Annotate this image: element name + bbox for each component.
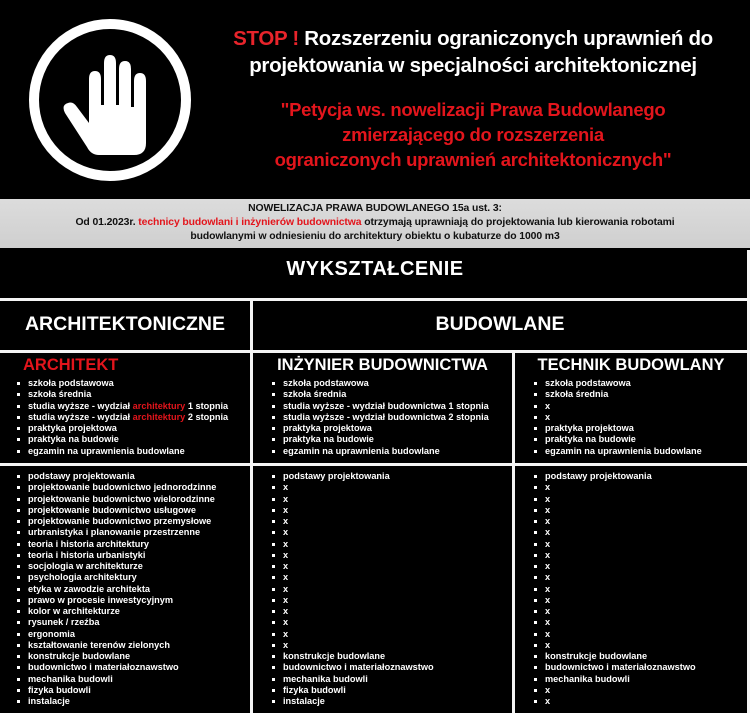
list-item: szkoła podstawowa	[270, 378, 489, 389]
list-item: podstawy projektowania	[532, 471, 696, 482]
list-item: studia wyższe - wydział budownictwa 1 stopnia	[270, 401, 489, 412]
list-item: egzamin na uprawnienia budowlane	[532, 446, 702, 457]
list-item: projektowanie budownictwo jednorodzinne	[15, 482, 216, 493]
list-item: x	[532, 595, 696, 606]
list-item: praktyka na budowie	[532, 434, 702, 445]
list-item: x	[532, 572, 696, 583]
list-item: rysunek / rzeźba	[15, 617, 216, 628]
list-item: x	[532, 640, 696, 651]
list-item: konstrukcje budowlane	[270, 651, 434, 662]
list-item: socjologia w architekturze	[15, 561, 216, 572]
list-item: x	[532, 629, 696, 640]
list-item: x	[270, 505, 434, 516]
list-item: szkoła średnia	[532, 389, 702, 400]
list-item: ergonomia	[15, 629, 216, 640]
list-item: projektowanie budownictwo wielorodzinne	[15, 494, 216, 505]
banner-date: Od 01.2023r.	[75, 217, 139, 228]
list-item: kolor w architekturze	[15, 606, 216, 617]
list-item: x	[532, 584, 696, 595]
list-item: x	[532, 617, 696, 628]
list-item: podstawy projektowania	[270, 471, 434, 482]
list-item: podstawy projektowania	[15, 471, 216, 482]
list-item: x	[270, 629, 434, 640]
architect-subjects-list	[15, 471, 216, 707]
list-item: x	[270, 494, 434, 505]
list-item: instalacje	[270, 696, 434, 707]
engineer-education-list	[270, 378, 489, 457]
architect-education-list	[15, 378, 228, 457]
list-item: etyka w zawodzie architekta	[15, 584, 216, 595]
list-item: konstrukcje budowlane	[15, 651, 216, 662]
divider-h-3	[0, 463, 750, 466]
list-item: x	[270, 606, 434, 617]
list-item: x	[270, 516, 434, 527]
list-item: teoria i historia urbanistyki	[15, 550, 216, 561]
list-item: x	[532, 505, 696, 516]
list-item: praktyka na budowie	[270, 434, 489, 445]
section-heading-education: WYKSZTAŁCENIE	[286, 258, 464, 280]
list-item: x	[270, 572, 434, 583]
list-item: szkoła podstawowa	[532, 378, 702, 389]
technician-education-list	[532, 378, 702, 457]
title-line-2: projektowania w specjalności architektonicznej	[249, 54, 697, 77]
petition-line-3: ograniczonych uprawnień architektonicznych"	[274, 149, 672, 170]
list-item: mechanika budowli	[15, 674, 216, 685]
list-item: x	[270, 561, 434, 572]
list-item: projektowanie budownictwo usługowe	[15, 505, 216, 516]
list-item: teoria i historia architektury	[15, 539, 216, 550]
list-item: instalacje	[15, 696, 216, 707]
banner-line-2	[0, 216, 750, 230]
group-heading-construction: BUDOWLANE	[435, 313, 565, 335]
list-item: praktyka projektowa	[15, 423, 228, 434]
petition-line-1: "Petycja ws. nowelizacji Prawa Budowlanego	[280, 99, 666, 120]
list-item: kształtowanie terenów zielonych	[15, 640, 216, 651]
list-item: studia wyższe - wydział architektury 2 stopnia	[15, 412, 228, 423]
engineer-subjects-list	[270, 471, 434, 707]
stop-hand-icon	[29, 19, 191, 181]
list-item: x	[532, 685, 696, 696]
list-item: x	[532, 539, 696, 550]
list-item: x	[532, 696, 696, 707]
list-item: x	[270, 550, 434, 561]
divider-h-1	[0, 298, 750, 301]
list-item: urbranistyka i planowanie przestrzenne	[15, 527, 216, 538]
list-item: konstrukcje budowlane	[532, 651, 696, 662]
group-heading-architectural: ARCHITEKTONICZNE	[24, 313, 226, 335]
list-item: praktyka projektowa	[532, 423, 702, 434]
list-item: x	[532, 494, 696, 505]
list-item: x	[270, 617, 434, 628]
list-item: studia wyższe - wydział architektury 1 stopnia	[15, 401, 228, 412]
banner-line-3: budowlanymi w odniesieniu do architektury obiektu o kubaturze do 1000 m3	[190, 231, 560, 242]
list-item: szkoła podstawowa	[15, 378, 228, 389]
list-item: szkoła średnia	[15, 389, 228, 400]
list-item: x	[532, 527, 696, 538]
list-item: x	[270, 584, 434, 595]
title-line-1: Rozszerzeniu ograniczonych uprawnień do	[298, 27, 713, 50]
list-item: studia wyższe - wydział budownictwa 2 stopnia	[270, 412, 489, 423]
list-item: x	[532, 412, 702, 423]
list-item: budownictwo i materiałoznawstwo	[532, 662, 696, 673]
list-item: x	[532, 561, 696, 572]
hero-title	[196, 25, 750, 79]
banner-highlight: technicy budowlani i inżynierów budownictwa	[138, 217, 362, 228]
list-item: fizyka budowli	[270, 685, 434, 696]
list-item: psychologia architektury	[15, 572, 216, 583]
banner-line-1: NOWELIZACJA PRAWA BUDOWLANEGO 15a ust. 3:	[248, 203, 502, 214]
list-item: egzamin na uprawnienia budowlane	[15, 446, 228, 457]
list-item: mechanika budowli	[532, 674, 696, 685]
role-heading-engineer: INŻYNIER BUDOWNICTWA	[277, 356, 488, 374]
banner-rest: otrzymają uprawniają do projektowania lub kierowania robotami	[361, 217, 675, 228]
list-item: egzamin na uprawnienia budowlane	[270, 446, 489, 457]
list-item: szkoła średnia	[270, 389, 489, 400]
list-item: x	[270, 539, 434, 550]
divider-v-2	[512, 350, 515, 713]
list-item: mechanika budowli	[270, 674, 434, 685]
law-banner	[0, 199, 750, 248]
list-item: x	[270, 595, 434, 606]
role-heading-architect: ARCHITEKT	[23, 356, 119, 374]
list-item: praktyka na budowie	[15, 434, 228, 445]
list-item: projektowanie budownictwo przemysłowe	[15, 516, 216, 527]
list-item: x	[532, 550, 696, 561]
list-item: x	[270, 527, 434, 538]
list-item: budownictwo i materiałoznawstwo	[270, 662, 434, 673]
hero-header	[0, 0, 750, 199]
petition-line-2: zmierzającego do rozszerzenia	[342, 124, 604, 145]
list-item: x	[532, 606, 696, 617]
technician-subjects-list	[532, 471, 696, 707]
list-item: x	[532, 401, 702, 412]
petition-title	[196, 97, 750, 172]
list-item: prawo w procesie inwestycyjnym	[15, 595, 216, 606]
hand-icon	[59, 43, 163, 161]
list-item: praktyka projektowa	[270, 423, 489, 434]
divider-h-2	[0, 350, 750, 353]
stop-label: STOP !	[233, 27, 299, 50]
list-item: x	[532, 516, 696, 527]
role-heading-technician: TECHNIK BUDOWLANY	[537, 356, 725, 374]
list-item: fizyka budowli	[15, 685, 216, 696]
list-item: x	[532, 482, 696, 493]
list-item: x	[270, 482, 434, 493]
list-item: budownictwo i materiałoznawstwo	[15, 662, 216, 673]
list-item: x	[270, 640, 434, 651]
